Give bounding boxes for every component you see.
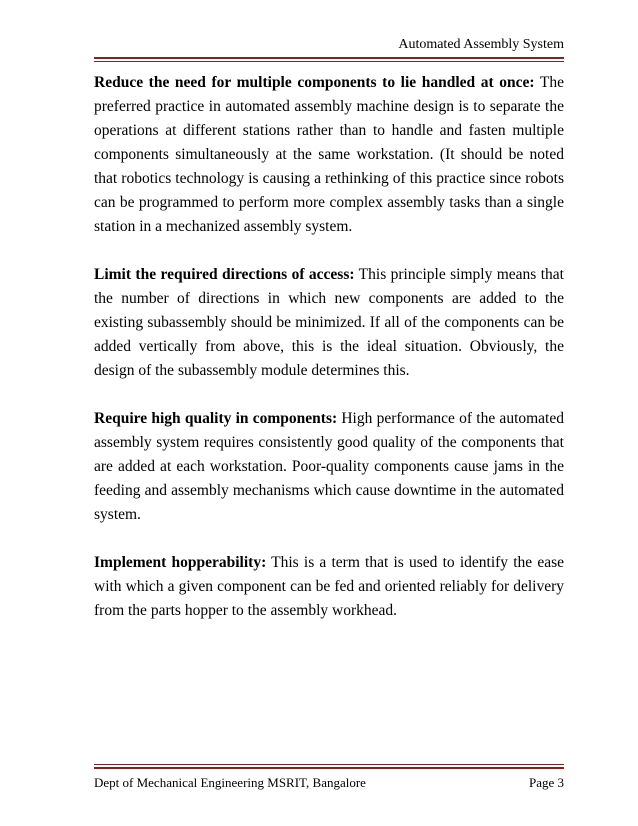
section-body: This is a term that is used to identify the ease with which a given component can be fed and oriented reliably for delivery from the parts hopper to the assembly workhead. xyxy=(94,554,565,619)
section-limit-directions xyxy=(94,263,564,383)
page-content xyxy=(94,71,564,647)
section-body: The preferred practice in automated assembly machine design is to separate the operations at different stations rather than to handle and fasten multiple components simultaneously at the same workstation. (It should be noted that robotics technology is causing a rethinking of this practice since robots can be programmed to perform more complex assembly tasks than a single station in a mechanized assembly system. xyxy=(94,74,564,235)
section-reduce-components xyxy=(94,71,564,239)
footer-department: Dept of Mechanical Engineering MSRIT, Bangalore xyxy=(94,775,366,790)
section-body: High performance of the automated assembly system requires consistently good quality of the components that are added at each workstation. Poor-quality components cause jams in the feeding and assembly mechanisms which cause downtime in the automated system. xyxy=(94,410,564,523)
section-high-quality xyxy=(94,407,564,527)
page-header: Automated Assembly System xyxy=(398,37,564,52)
section-heading: Implement hopperability: xyxy=(94,554,267,571)
section-heading: Reduce the need for multiple components to lie handled at once: xyxy=(94,74,535,91)
page-footer xyxy=(94,775,564,791)
footer-divider xyxy=(94,767,564,769)
section-hopperability xyxy=(94,551,564,623)
section-body: This principle simply means that the number of directions in which new components are added to the existing subassembly should be minimized. If all of the components can be added vertically from above, this is the ideal situation. Obviously, the design of the subassembly module determines this. xyxy=(94,266,564,379)
header-divider xyxy=(94,57,564,59)
section-heading: Limit the required directions of access: xyxy=(94,266,355,283)
section-heading: Require high quality in components: xyxy=(94,410,338,427)
page-number: Page 3 xyxy=(528,775,564,790)
footer-divider-thin xyxy=(94,764,564,765)
header-divider-thin xyxy=(94,61,564,62)
